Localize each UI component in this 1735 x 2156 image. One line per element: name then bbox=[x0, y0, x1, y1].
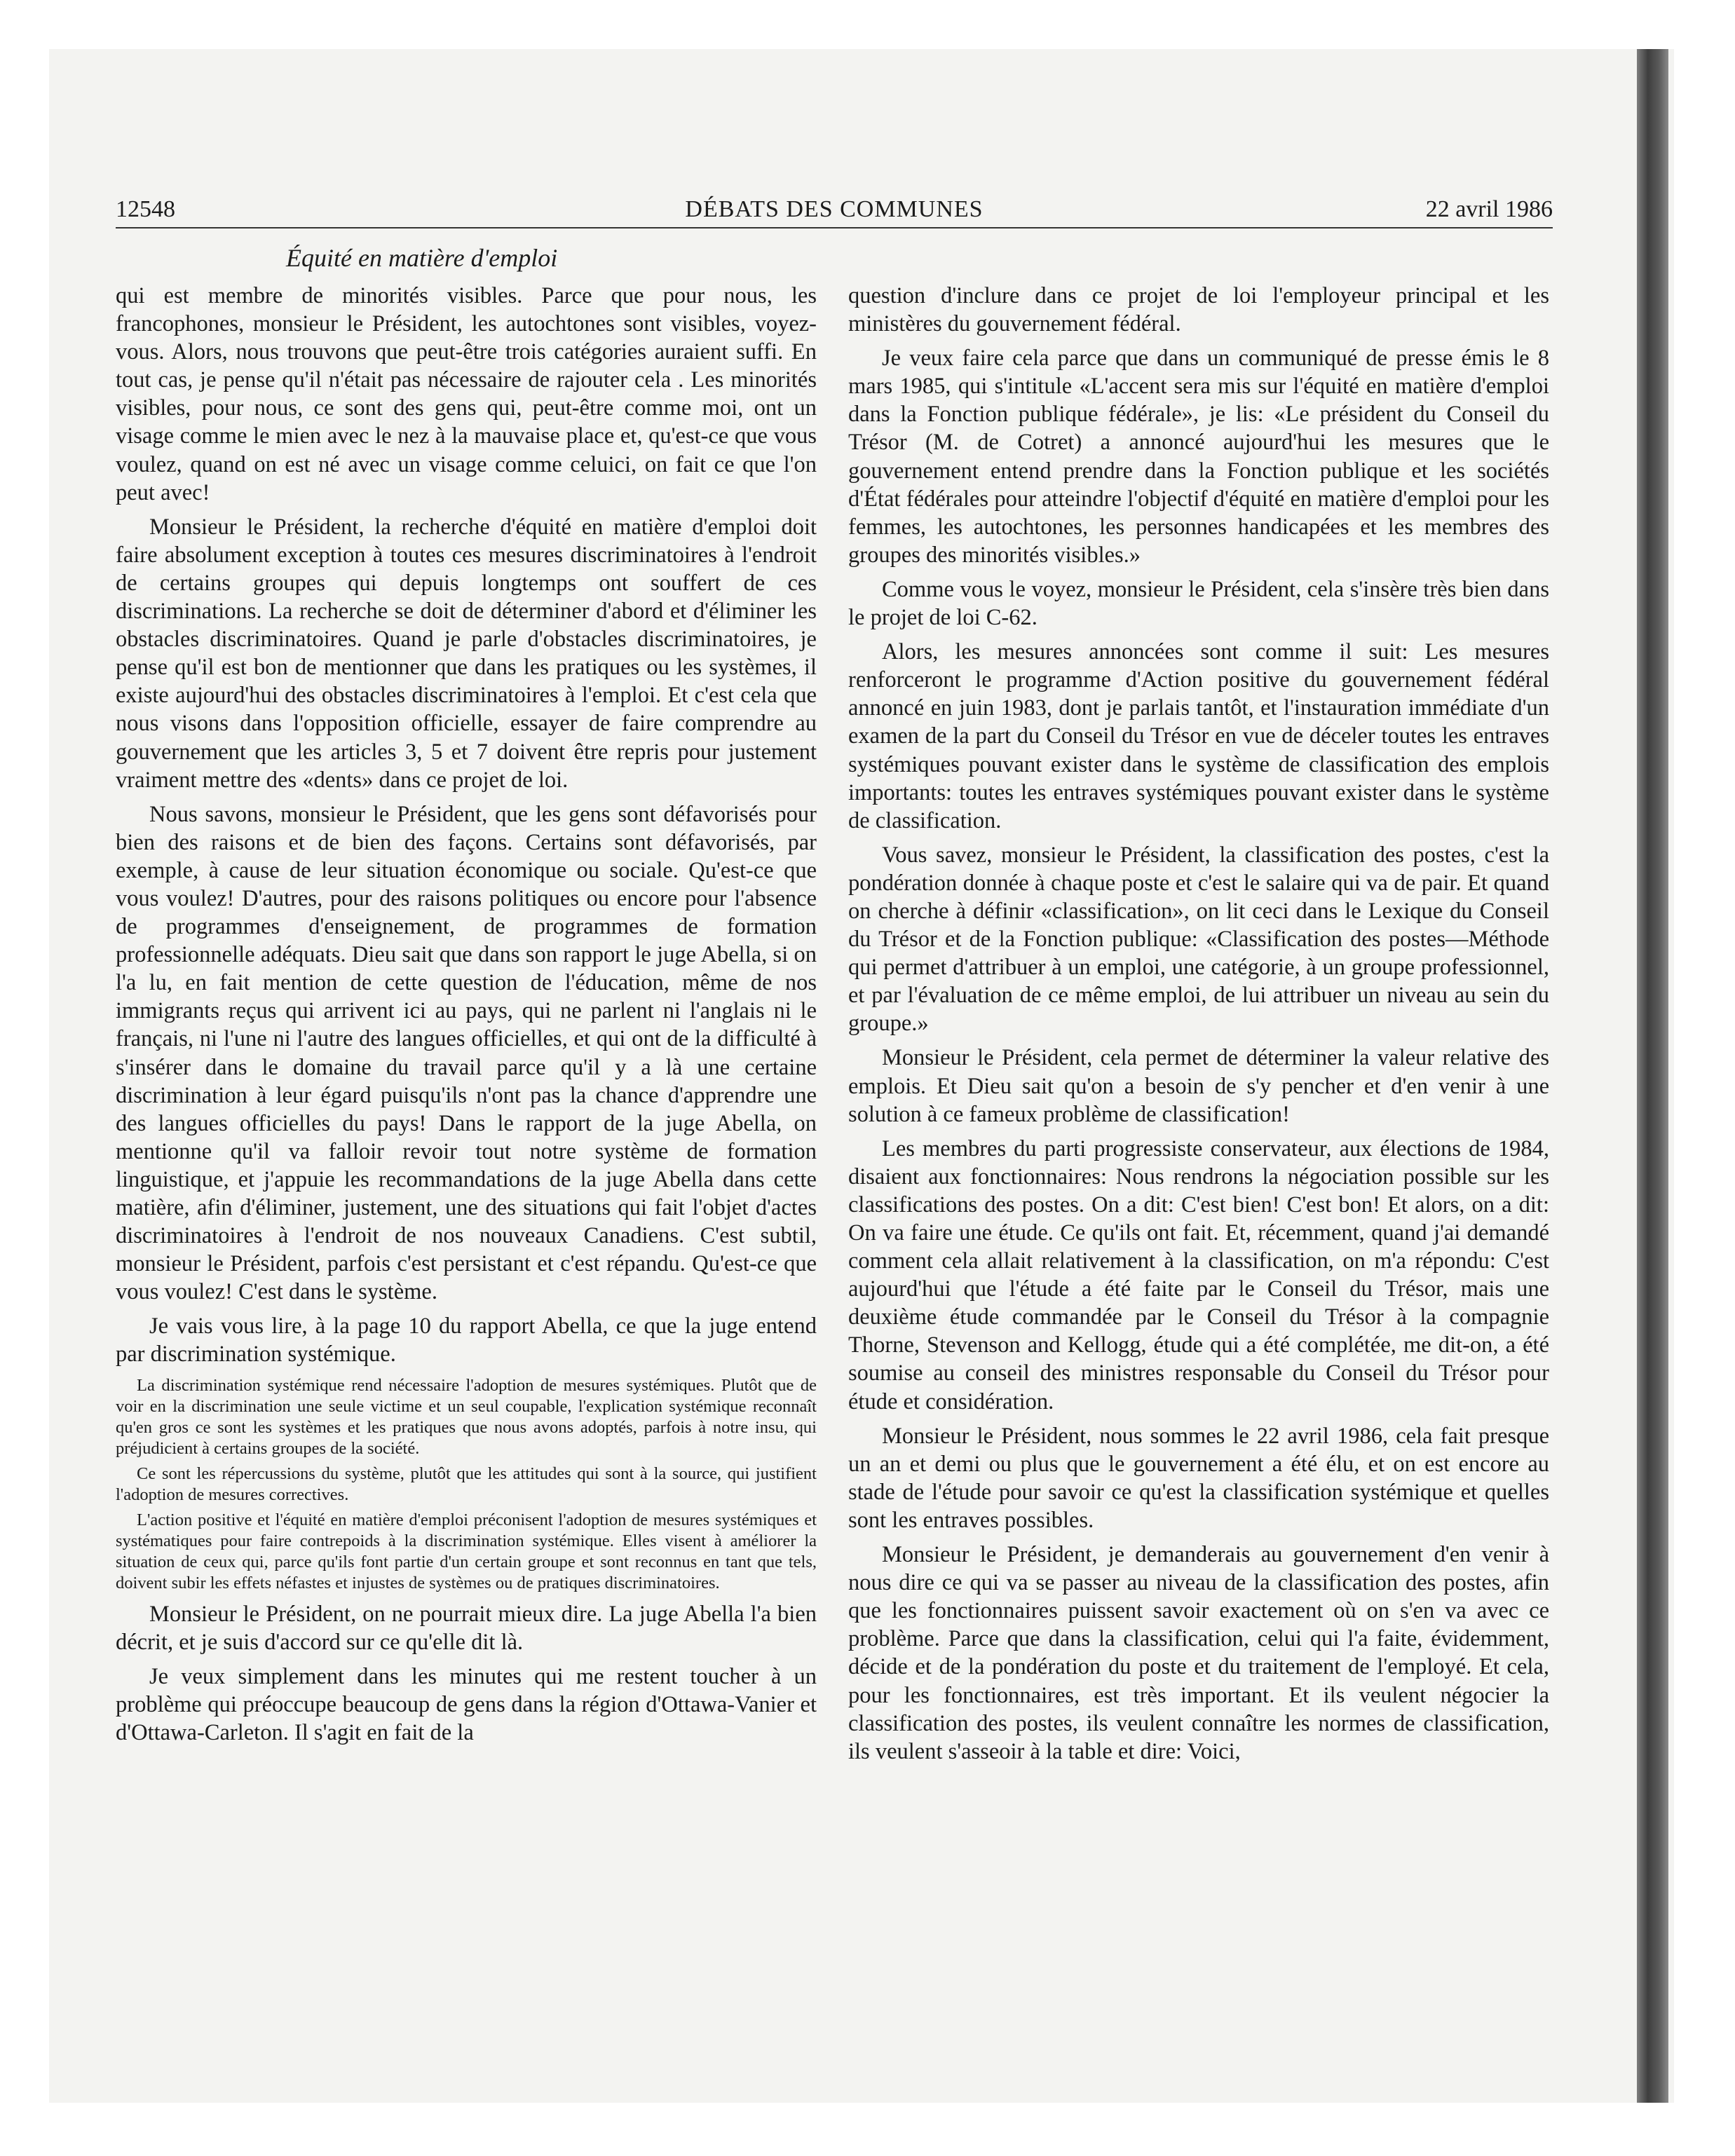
left-column bbox=[116, 282, 817, 2076]
paragraph: qui est membre de minorités visibles. Parce que pour nous, les francophones, monsieur le Président, les autochtones sont visibles, voyez-vous. Alors, nous trouvons que peut-être trois catégories auraient suffi. En tout cas, je pense qu'il n'était pas nécessaire de rajouter cela . Les minorités visibles, pour nous, ce sont des gens qui, peut-être comme moi, ont un visage comme le mien avec le nez à la mauvaise place et, qu'est-ce que vous voulez, quand on est né avec un visage comme celuici, on fait ce que l'on peut avec! bbox=[116, 283, 817, 505]
quote-paragraph: La discrimination systémique rend nécessaire l'adoption de mesures systémiques. Plutôt que de voir en la discrimination une seule victime et un seul coupable, l'explication systémique reconnaît qu'en gros ce sont les systèmes et les pratiques que nous avons adoptés, parfois à notre insu, qui préjudicient à certains groupes de la société. bbox=[116, 1375, 817, 1458]
quote-paragraph: L'action positive et l'équité en matière d'emploi préconisent l'adoption de mesures systémiques et systématiques pour faire contrepoids à la discrimination systémique. Elles visent à améliorer la situation de ceux qui, parce qu'ils font partie d'un certain groupe et sont reconnus en tant que tels, doivent subir les effets néfastes et injustes de systèmes ou de pratiques discriminatoires. bbox=[116, 1510, 817, 1592]
paragraph: Monsieur le Président, nous sommes le 22 avril 1986, cela fait presque un an et demi ou plus que le gouvernement a été élu, et on est encore au stade de l'étude pour savoir ce qu'est la classification systémique et quelles sont les entraves possibles. bbox=[848, 1423, 1549, 1533]
quote-paragraph: Ce sont les répercussions du système, plutôt que les attitudes qui sont à la source, qui justifient l'adoption de mesures correctives. bbox=[116, 1464, 817, 1504]
paragraph: Vous savez, monsieur le Président, la classification des postes, c'est la pondération donnée à chaque poste et c'est le salaire qui va de pair. Et quand on cherche à définir «classification», on lit ceci dans le Lexique du Conseil du Trésor et de la Fonction publique: «Classification des postes—Méthode qui permet d'attribuer à un emploi, une catégorie, à un groupe professionnel, et par l'évaluation de ce même emploi, de lui attribuer un niveau au sein du groupe.» bbox=[848, 842, 1549, 1037]
publication-title: DÉBATS DES COMMUNES bbox=[685, 196, 984, 222]
paragraph: Comme vous le voyez, monsieur le Président, cela s'insère très bien dans le projet de loi C-62. bbox=[848, 576, 1549, 631]
right-column bbox=[848, 282, 1549, 2076]
block-quote bbox=[116, 1375, 817, 1594]
paragraph: Les membres du parti progressiste conservateur, aux élections de 1984, disaient aux fonctionnaires: Nous rendrons la négociation possible sur les classifications des postes. On a dit: C'est bien! C'est bon! Et alors, on a dit: On va faire une étude. Ce qu'ils ont fait. Et, récemment, quand j'ai demandé comment cela allait relativement à la classification, on m'a répondu: C'est aujourd'hui que l'étude a été faite par le Conseil du Trésor, mais une deuxième étude commandée par le Conseil du Trésor à la compagnie Thorne, Stevenson and Kellogg, étude qui a été complétée, me dit-on, a été soumise au conseil des ministres responsable du Conseil du Trésor pour étude et considération. bbox=[848, 1135, 1549, 1414]
header-date: 22 avril 1986 bbox=[1425, 196, 1553, 222]
paragraph: Alors, les mesures annoncées sont comme il suit: Les mesures renforceront le programme d'Action positive du gouvernement fédéral annoncé en juin 1983, dont je parlais tantôt, et l'instauration immédiate d'un examen de la part du Conseil du Trésor en vue de déceler toutes les entraves systémiques pouvant exister dans le système de classification des emplois importants: toutes les entraves systémiques pouvant exister dans le système de classification. bbox=[848, 639, 1549, 833]
paragraph: Nous savons, monsieur le Président, que les gens sont défavorisés pour bien des raisons et de bien des façons. Certains sont défavorisés, par exemple, à cause de leur situation économique ou sociale. Qu'est-ce que vous voulez! D'autres, pour des raisons politiques ou encore pour l'absence de programmes d'enseignement, de programmes de formation professionnelle adéquats. Dieu sait que dans son rapport le juge Abella, si on l'a lu, en fait mention de cette question de l'éducation, même de nos immigrants reçus qui arrivent ici au pays, qui ne parlent ni l'anglais ni le français, ni l'une ni l'autre des langues officielles, et qui ont de la difficulté à s'insérer dans le domaine du travail parce qu'il y a là une certaine discrimination à leur égard puisqu'ils n'ont pas la chance d'apprendre une des langues officielles du pays! Dans le rapport de la juge Abella, on mentionne qu'il va falloir revoir tout notre système de formation linguistique, et j'appuie les recommandations de la juge Abella dans cette matière, afin d'éliminer, justement, une des situations qui fait l'objet d'actes discriminatoires à l'endroit de nos nouveaux Canadiens. C'est subtil, monsieur le Président, parfois c'est persistant et c'est répandu. Qu'est-ce que vous voulez! C'est dans le système. bbox=[116, 801, 817, 1305]
paragraph: Je veux simplement dans les minutes qui me restent toucher à un problème qui préoccupe beaucoup de gens dans la région d'Ottawa-Vanier et d'Ottawa-Carleton. Il s'agit en fait de la bbox=[116, 1663, 817, 1745]
running-head bbox=[116, 192, 1553, 228]
paragraph: Je vais vous lire, à la page 10 du rapport Abella, ce que la juge entend par discrimination systémique. bbox=[116, 1314, 817, 1367]
binding-edge bbox=[1637, 49, 1668, 2103]
page-number: 12548 bbox=[116, 196, 175, 222]
paragraph: Monsieur le Président, cela permet de déterminer la valeur relative des emplois. Et Dieu sait qu'on a besoin de s'y pencher et d'en venir à une solution à ce fameux problème de classification! bbox=[848, 1045, 1549, 1127]
paragraph: question d'inclure dans ce projet de loi l'employeur principal et les ministères du gouvernement fédéral. bbox=[848, 283, 1549, 337]
paragraph: Monsieur le Président, la recherche d'équité en matière d'emploi doit faire absolument exception à toutes ces mesures discriminatoires à l'endroit de certains groupes qui depuis longtemps ont souffert de ces discriminations. La recherche se doit de déterminer d'abord et d'éliminer les obstacles discriminatoires. Quand je parle d'obstacles discriminatoires, je pense qu'il est bon de mentionner que dans les pratiques ou les systèmes, il existe aujourd'hui des obstacles discriminatoires à l'emploi. Et c'est cela que nous visons dans l'opposition officielle, essayer de faire comprendre au gouvernement que les articles 3, 5 et 7 doivent être repris pour justement vraiment mettre des «dents» dans ce projet de loi. bbox=[116, 514, 817, 793]
paragraph: Monsieur le Président, on ne pourrait mieux dire. La juge Abella l'a bien décrit, et je suis d'accord sur ce qu'elle dit là. bbox=[116, 1601, 817, 1655]
paragraph: Je veux faire cela parce que dans un communiqué de presse émis le 8 mars 1985, qui s'intitule «L'accent sera mis sur l'équité en matière d'emploi dans la Fonction publique fédérale», je lis: «Le président du Conseil du Trésor (M. de Cotret) a annoncé aujourd'hui les mesures que le gouvernement entend prendre dans la Fonction publique et les sociétés d'État fédérales pour atteindre l'objectif d'équité en matière d'emploi pour les femmes, les autochtones, les personnes handicapées et les membres des groupes des minorités visibles.» bbox=[848, 346, 1549, 568]
paragraph: Monsieur le Président, je demanderais au gouvernement d'en venir à nous dire ce qui va se passer au niveau de la classification des postes, afin que les fonctionnaires puissent savoir exactement où on s'en va avec ce problème. Parce que dans la classification, celui qui l'a faite, évidemment, décide et de la pondération du poste et du traitement de l'employé. Et cela, pour les fonctionnaires, est très important. Et ils veulent négocier la classification des postes, ils veulent connaître les normes de classification, ils veulent s'asseoir à la table et dire: Voici, bbox=[848, 1542, 1549, 1764]
section-title: Équité en matière d'emploi bbox=[286, 244, 558, 272]
